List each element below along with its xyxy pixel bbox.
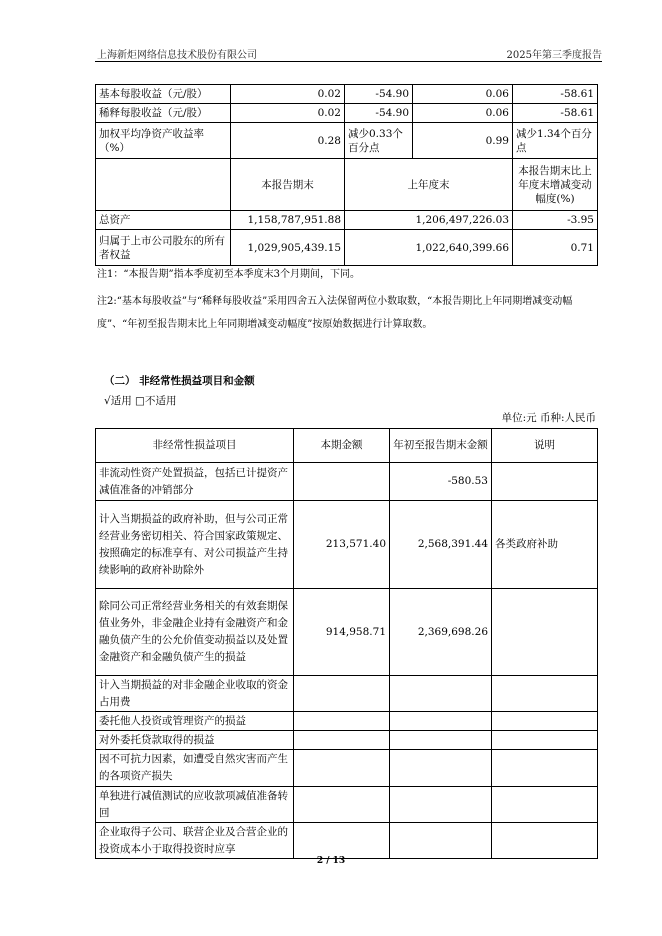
table-row [96, 589, 598, 676]
current-cell [294, 676, 390, 712]
current-cell: 914,958.71 [294, 589, 390, 676]
column-header: 非经常性损益项目 [96, 429, 294, 463]
empty-cell [96, 159, 231, 211]
item-cell: 委托他人投资或管理资产的损益 [96, 712, 294, 731]
table-row [96, 85, 598, 104]
column-header: 本期金额 [294, 429, 390, 463]
table-row [96, 823, 598, 859]
table-cell: 0.02 [231, 104, 345, 123]
row-label: 加权平均净资产收益率（%） [96, 123, 231, 159]
ytd-cell [390, 676, 492, 712]
ytd-cell [390, 731, 492, 750]
current-cell: 213,571.40 [294, 501, 390, 589]
note-cell [492, 787, 598, 823]
table-subheader-row [96, 159, 598, 211]
note-cell [492, 712, 598, 731]
row-label: 基本每股收益（元/股） [96, 85, 231, 104]
table-cell: 1,029,905,439.15 [231, 230, 345, 266]
table-cell: 1,206,497,226.03 [345, 211, 513, 230]
header-divider [95, 61, 602, 62]
item-cell: 计入当期损益的对非金融企业收取的资金占用费 [96, 676, 294, 712]
table-cell: 1,158,787,951.88 [231, 211, 345, 230]
ytd-cell [390, 823, 492, 859]
column-header: 本报告期末比上年度末增减变动幅度(%) [513, 159, 598, 211]
table-header-row [96, 429, 598, 463]
table-cell: -58.61 [513, 104, 598, 123]
ytd-cell [390, 750, 492, 787]
item-cell: 因不可抗力因素，如遭受自然灾害而产生的各项资产损失 [96, 750, 294, 787]
table-cell: 0.71 [513, 230, 598, 266]
note-cell [492, 463, 598, 501]
current-cell [294, 787, 390, 823]
unit-currency: 单位:元 币种:人民币 [501, 412, 596, 424]
ytd-cell: 2,568,391.44 [390, 501, 492, 589]
table-row [96, 230, 598, 266]
row-label: 归属于上市公司股东的所有者权益 [96, 230, 231, 266]
table-row [96, 676, 598, 712]
table-row [96, 750, 598, 787]
applicable-checkbox-text: √适用 □不适用 [104, 395, 177, 407]
column-header: 本报告期末 [231, 159, 345, 211]
note-2: 注2:“基本每股收益”与“稀释每股收益”采用四舍五入法保留两位小数取数，“本报告期比上年同期增减变动幅度”、“年初至报告期末比上年同期增减变动幅度”按原始数据进行计算取数。 [97, 296, 573, 330]
ytd-cell [390, 787, 492, 823]
table-cell: 0.06 [413, 85, 513, 104]
note-cell [492, 823, 598, 859]
table-row [96, 787, 598, 823]
table-cell: 减少1.34个百分点 [513, 123, 598, 159]
table-row [96, 211, 598, 230]
table-row [96, 712, 598, 731]
current-cell [294, 712, 390, 731]
current-cell [294, 823, 390, 859]
non-recurring-items-table [95, 428, 598, 859]
table-row [96, 731, 598, 750]
note-cell: 各类政府补助 [492, 501, 598, 589]
item-cell: 计入当期损益的政府补助，但与公司正常经营业务密切相关、符合国家政策规定、按照确定的标准享有、对公司损益产生持续影响的政府补助除外 [96, 501, 294, 589]
row-label: 总资产 [96, 211, 231, 230]
item-cell: 对外委托贷款取得的损益 [96, 731, 294, 750]
ytd-cell [390, 712, 492, 731]
section-title: （二） 非经常性损益项目和金额 [104, 375, 255, 387]
table-cell: 0.99 [413, 123, 513, 159]
item-cell: 单独进行减值测试的应收款项减值准备转回 [96, 787, 294, 823]
item-cell: 除同公司正常经营业务相关的有效套期保值业务外，非金融企业持有金融资产和金融负债产生的公允价值变动损益以及处置金融资产和金融负债产生的损益 [96, 589, 294, 676]
item-cell: 企业取得子公司、联营企业及合营企业的投资成本小于取得投资时应享 [96, 823, 294, 859]
note-cell [492, 750, 598, 787]
header-company: 上海新炬网络信息技术股份有限公司 [97, 50, 257, 61]
table-cell: -3.95 [513, 211, 598, 230]
ytd-cell: -580.53 [390, 463, 492, 501]
row-label: 稀释每股收益（元/股） [96, 104, 231, 123]
note-cell [492, 731, 598, 750]
table-row [96, 123, 598, 159]
current-cell [294, 463, 390, 501]
table-cell: 0.02 [231, 85, 345, 104]
key-financial-table [95, 84, 598, 266]
table-row [96, 463, 598, 501]
header-report-title: 2025年第三季度报告 [506, 50, 602, 61]
table-cell: -54.90 [345, 85, 413, 104]
note-cell [492, 676, 598, 712]
current-cell [294, 731, 390, 750]
table-cell: 0.28 [231, 123, 345, 159]
current-cell [294, 750, 390, 787]
note-1: 注1：“本报告期”指本季度初至本季度末3个月期间，下同。 [97, 269, 360, 280]
page-number: 2 / 13 [316, 856, 346, 866]
ytd-cell: 2,369,698.26 [390, 589, 492, 676]
table-cell: 0.06 [413, 104, 513, 123]
table-cell: -58.61 [513, 85, 598, 104]
note-cell [492, 589, 598, 676]
table-cell: 1,022,640,399.66 [345, 230, 513, 266]
column-header: 年初至报告期末金额 [390, 429, 492, 463]
table-row [96, 501, 598, 589]
table-cell: 减少0.33个百分点 [345, 123, 413, 159]
table-cell: -54.90 [345, 104, 413, 123]
table-row [96, 104, 598, 123]
column-header: 说明 [492, 429, 598, 463]
item-cell: 非流动性资产处置损益，包括已计提资产减值准备的冲销部分 [96, 463, 294, 501]
column-header: 上年度末 [345, 159, 513, 211]
